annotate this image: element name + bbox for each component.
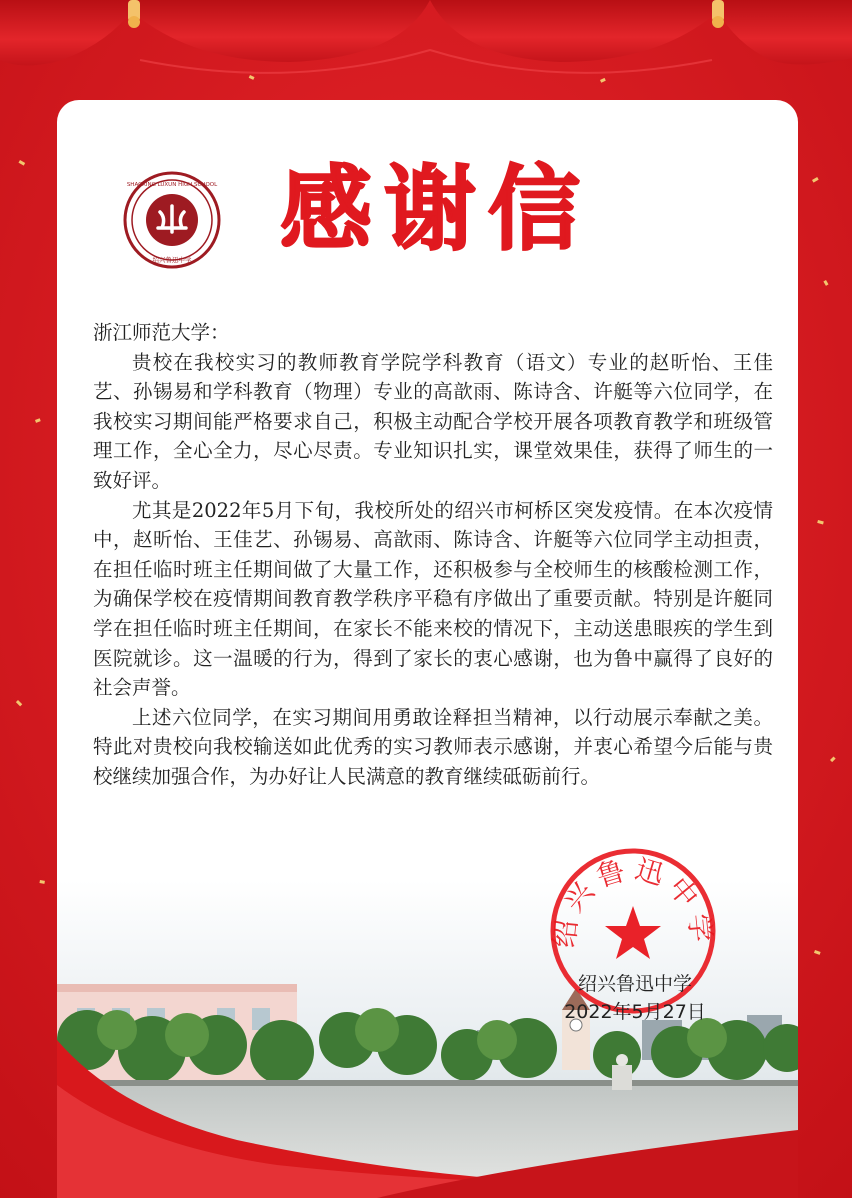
page-title: 感谢信 xyxy=(280,156,593,263)
emblem-ring-text: SHAOXING LUXUN HIGH SCHOOL xyxy=(126,182,218,188)
seal-text: 绍兴鲁迅中学 xyxy=(548,852,718,950)
salutation: 浙江师范大学： xyxy=(93,321,230,344)
signature-date: 2022年5月27日 xyxy=(564,1001,706,1023)
letter-body xyxy=(93,318,773,792)
letter-paragraph: 上述六位同学，在实习期间用勇敢诠释担当精神，以行动展示奉献之美。特此对贵校向我校输送如此优秀的实习教师表示感谢，并衷心希望今后能与贵校继续加强合作，为办好让人民满意的教育继续砥砺前行。 xyxy=(93,705,773,788)
signature-block xyxy=(540,970,730,1026)
letter-paragraph: 贵校在我校实习的教师教育学院学科教育（语文）专业的赵昕怡、王佳艺、孙锡易和学科教育（物理）专业的高歆雨、陈诗含、许艇等六位同学，在我校实习期间能严格要求自己，积极主动配合学校开展各项教育教学和班级管理工作，全心全力，尽心尽责。专业知识扎实，课堂效果佳，获得了师生的一致好评。 xyxy=(93,350,773,492)
letter-paragraph: 尤其是2022年5月下旬，我校所处的绍兴市柯桥区突发疫情。在本次疫情中，赵昕怡、王佳艺、孙锡易、高歆雨、陈诗含、许艇等六位同学主动担责，在担任临时班主任期间做了大量工作，还积极参与全校师生的核酸检测工作，为确保学校在疫情期间教育教学秩序平稳有序做出了重要贡献。特别是许艇同学在担任临时班主任期间，在家长不能来校的情况下，主动送患眼疾的学生到医院就诊。这一温暖的行为，得到了家长的衷心感谢，也为鲁中赢得了良好的社会声誉。 xyxy=(93,498,773,700)
tassel-right xyxy=(712,0,724,28)
signature-org: 绍兴鲁迅中学 xyxy=(577,973,692,995)
tassel-left xyxy=(128,0,140,28)
school-emblem-icon xyxy=(122,170,222,270)
red-star-icon xyxy=(605,906,661,959)
emblem-bottom-text: 绍兴鲁迅中学 xyxy=(152,256,192,264)
